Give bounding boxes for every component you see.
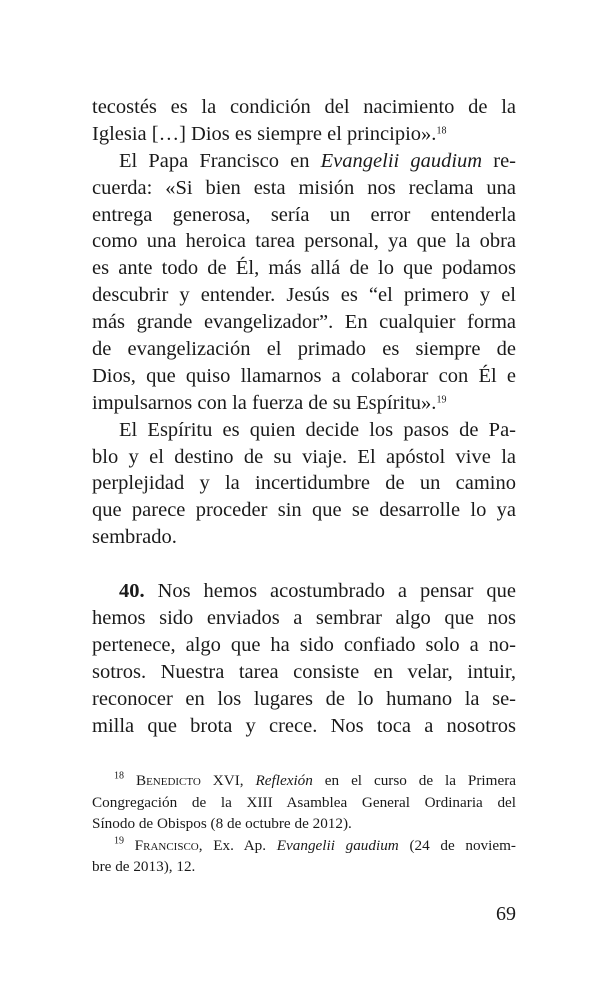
text-span: en el curso de la Primera [312, 772, 517, 789]
text-line: que parece proceder sin que se desarrolle lo ya [92, 499, 516, 522]
text-span: XVI, [200, 772, 256, 789]
footnote-line: Congregación de la XIII Asamblea General Ordinaria del [92, 793, 516, 811]
text-span: Iglesia […] Dios es siempre el principio». [92, 122, 437, 145]
text-line: más grande evangelizador”. En cualquier forma [92, 311, 516, 334]
footnote-line: bre de 2013), 12. [92, 858, 196, 875]
footnote-author: Francisco [134, 836, 199, 854]
section-gap [92, 551, 516, 578]
footnote-line: Sínodo de Obispos (8 de octubre de 2012). [92, 815, 352, 832]
text-line: entrega generosa, sería un error entenderla [92, 203, 516, 226]
text-line: Dios, que quiso llamarnos a colaborar con Él e [92, 364, 516, 387]
text-line: descubrir y entender. Jesús es “el primero y el [92, 284, 516, 307]
main-text [92, 94, 516, 739]
footnote-ref-18[interactable]: 18 [436, 125, 447, 137]
footnote-line [92, 770, 516, 792]
italic-title: Evangelii gaudium [320, 149, 483, 172]
text-line: de evangelización el primado es siempre de [92, 338, 516, 361]
text-line: hemos sido enviados a sembrar algo que nos [92, 607, 516, 630]
text-line: como una heroica tarea personal, ya que la obra [92, 230, 516, 253]
footnotes [92, 770, 516, 878]
text-line: reconocer en los lugares de lo humano la se- [92, 687, 516, 710]
footnote-author: Benedicto [135, 772, 201, 789]
text-span: Nos hemos acostumbrado a pensar que [144, 580, 516, 603]
text-line [92, 390, 516, 417]
text-span: impulsarnos con la fuerza de su Espíritu». [92, 391, 437, 414]
text-line: cuerda: «Si bien esta misión nos reclama una [92, 176, 516, 199]
footnote-number: 19 [114, 835, 124, 846]
text-line: perplejidad y la incertidumbre de un camino [92, 472, 516, 495]
footnote-ref-19[interactable]: 19 [436, 394, 447, 406]
text-line: es ante todo de Él, más allá de lo que podamos [92, 257, 516, 280]
text-line: blo y el destino de su viaje. El apóstol vive la [92, 445, 516, 468]
section-number: 40. [119, 580, 145, 603]
italic-title: Evangelii gaudium [276, 836, 399, 854]
page-number: 69 [496, 903, 516, 925]
text-span: , Ex. Ap. [198, 836, 277, 854]
text-line [92, 121, 516, 148]
text-line: sembrado. [92, 526, 177, 549]
text-line: tecostés es la condición del nacimiento de la [92, 96, 516, 118]
text-line: El Espíritu es quien decide los pasos de Pa- [119, 418, 516, 441]
text-line: sotros. Nuestra tarea consiste en velar, intuir, [92, 660, 516, 683]
footnote-number: 18 [114, 770, 124, 782]
text-line: pertenece, algo que ha sido confiado solo a no- [92, 633, 516, 656]
text-line: milla que brota y crece. Nos toca a nosotros [92, 714, 516, 737]
text-span: El Papa Francisco en [119, 149, 321, 172]
text-line [92, 578, 516, 605]
footnote-line [92, 835, 516, 857]
text-span: re- [482, 149, 516, 172]
italic-title: Reflexión [255, 772, 313, 789]
text-line [92, 148, 516, 175]
text-span: (24 de noviem- [398, 836, 516, 854]
